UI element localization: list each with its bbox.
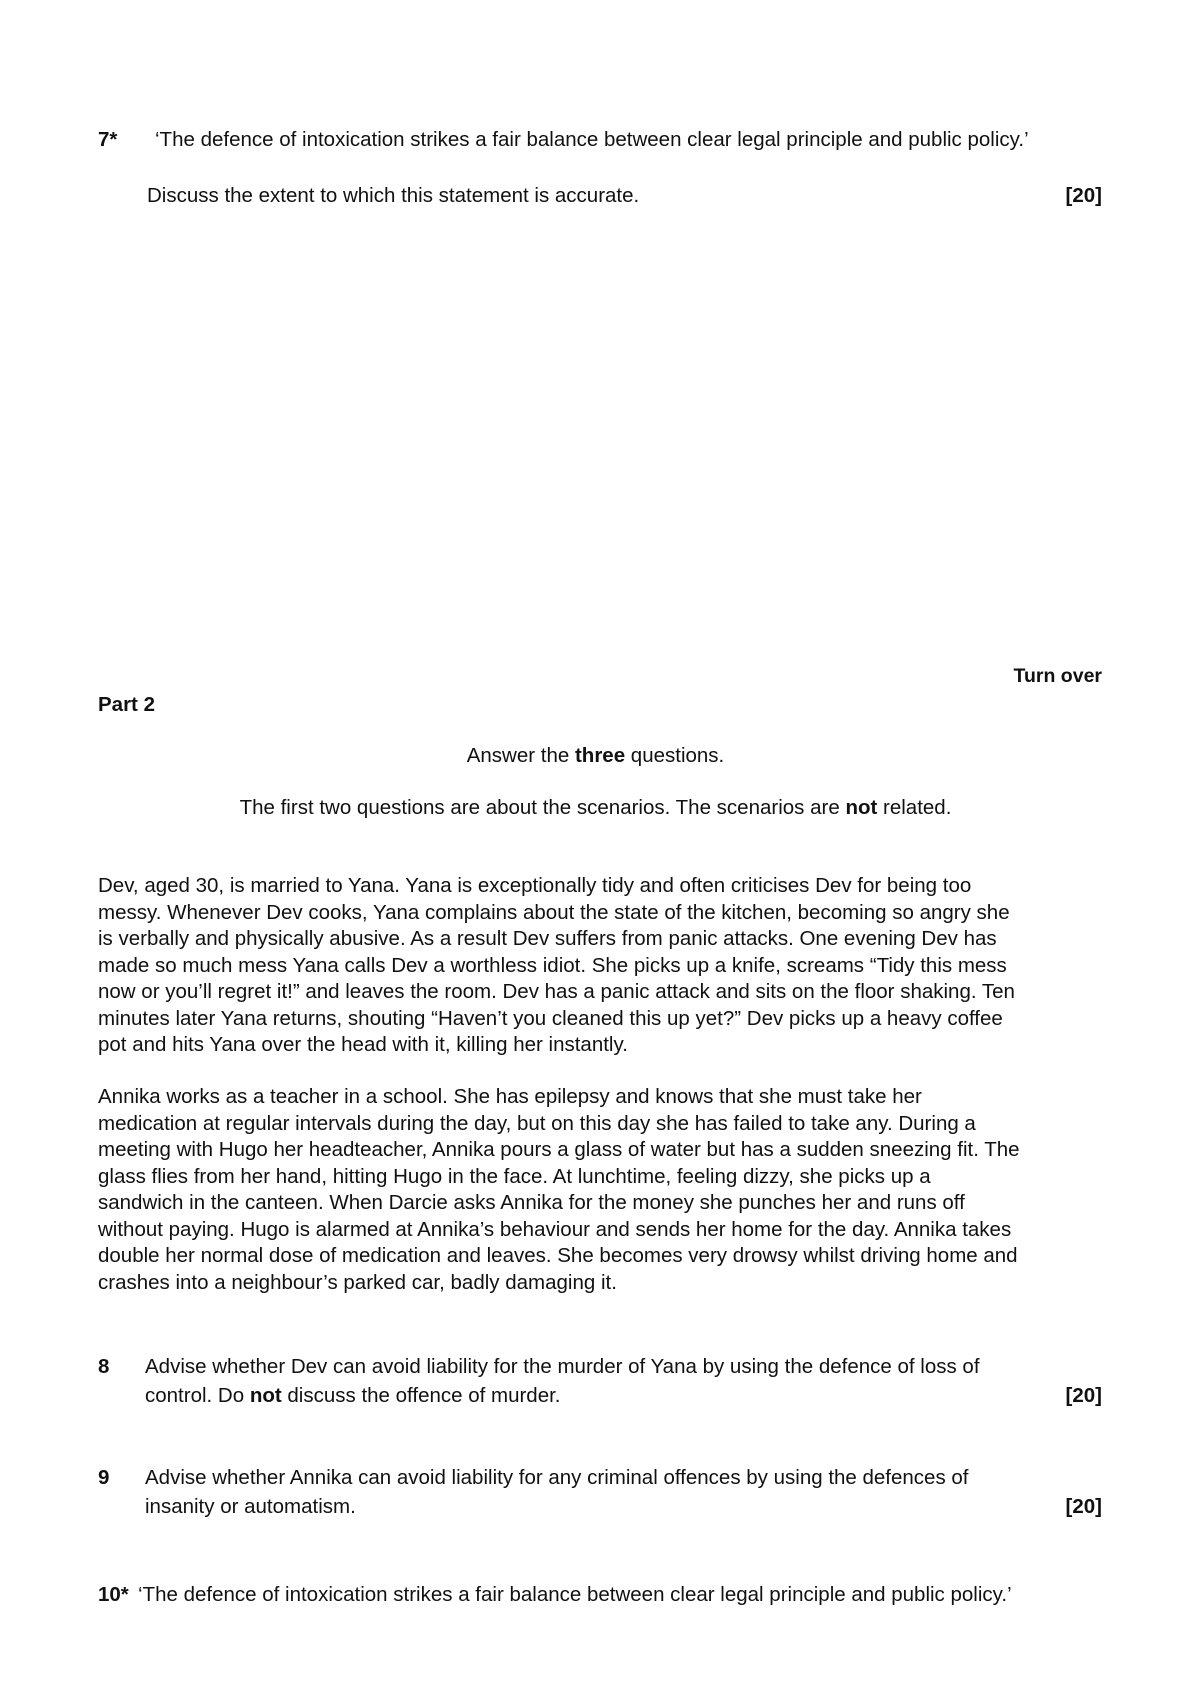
- scenario-dev-line: messy. Whenever Dev cooks, Yana complains about the state of the kitchen, becoming so angry she: [98, 900, 1010, 924]
- scenario-annika-line: medication at regular intervals during the day, but on this day she has failed to take any. During a: [98, 1111, 976, 1135]
- instruction-text-end: questions.: [625, 744, 725, 767]
- part-2-heading: Part 2: [98, 693, 155, 716]
- scenario-dev-line: minutes later Yana returns, shouting “Haven’t you cleaned this up yet?” Dev picks up a heavy coffee: [98, 1006, 1003, 1030]
- scenario-annika-line: Annika works as a teacher in a school. She has epilepsy and knows that she must take her: [98, 1085, 922, 1108]
- scenario-annika-line: meeting with Hugo her headteacher, Annika pours a glass of water but has a sudden sneezing fit. The: [98, 1138, 1020, 1161]
- question-9-line-1: Advise whether Annika can avoid liability for any criminal offences by using the defences of: [145, 1466, 969, 1489]
- scenario-annika-line: glass flies from her hand, hitting Hugo in the face. At lunchtime, feeling dizzy, she picks up a: [98, 1164, 931, 1188]
- scenario-dev-line: made so much mess Yana calls Dev a worthless idiot. She picks up a knife, screams “Tidy this mess: [98, 953, 1007, 977]
- scenario-annika-line: sandwich in the canteen. When Darcie asks Annika for the money she punches her and runs off: [98, 1191, 965, 1214]
- question-9-marks: [20]: [1065, 1495, 1102, 1518]
- question-7-number: 7*: [98, 128, 118, 151]
- question-9-number: 9: [98, 1466, 110, 1489]
- scenario-dev: [98, 873, 1102, 1059]
- scenario-dev-line: now or you’ll regret it!” and leaves the room. Dev has a panic attack and sits on the floor shaking. Ten: [98, 980, 1015, 1003]
- question-8-line-1: Advise whether Dev can avoid liability for the murder of Yana by using the defence of loss of: [145, 1355, 980, 1378]
- scenario-dev-line: is verbally and physically abusive. As a result Dev suffers from panic attacks. One evening Dev has: [98, 927, 997, 950]
- note-emphasis: not: [845, 796, 878, 819]
- question-10-statement: ‘The defence of intoxication strikes a fair balance between clear legal principle and public policy.’: [138, 1583, 1012, 1606]
- question-7-instruction: Discuss the extent to which this statement is accurate.: [147, 184, 640, 207]
- question-10-number: 10*: [98, 1583, 129, 1606]
- scenario-dev-line: Dev, aged 30, is married to Yana. Yana is exceptionally tidy and often criticises Dev for being too: [98, 874, 972, 897]
- note-text-end: related.: [877, 796, 952, 819]
- question-8-line-2: [145, 1384, 561, 1408]
- turn-over-label: Turn over: [1013, 665, 1102, 687]
- question-8-number: 8: [98, 1355, 110, 1378]
- scenario-annika-line: double her normal dose of medication and leaves. She becomes very drowsy whilst driving home and: [98, 1244, 1018, 1267]
- scenario-note: [0, 796, 1191, 820]
- question-9-line-2: insanity or automatism.: [145, 1495, 356, 1518]
- question-8-text-end: discuss the offence of murder.: [281, 1384, 561, 1407]
- question-8-emphasis: not: [249, 1384, 282, 1407]
- question-8-marks: [20]: [1065, 1384, 1102, 1407]
- scenario-annika-line: without paying. Hugo is alarmed at Annika’s behaviour and sends her home for the day. Annika takes: [98, 1217, 1012, 1241]
- note-text: The first two questions are about the scenarios. The scenarios are: [239, 796, 846, 819]
- scenario-annika-line: crashes into a neighbour’s parked car, badly damaging it.: [98, 1270, 617, 1294]
- question-7-statement: ‘The defence of intoxication strikes a fair balance between clear legal principle and public policy.’: [155, 128, 1029, 151]
- instruction-emphasis: three: [574, 744, 626, 767]
- scenario-dev-line: pot and hits Yana over the head with it, killing her instantly.: [98, 1033, 628, 1056]
- scenario-annika: [98, 1084, 1102, 1296]
- question-7-marks: [20]: [1065, 184, 1102, 207]
- question-8-text: control. Do: [145, 1384, 250, 1407]
- part-2-instruction: [0, 744, 1191, 768]
- instruction-text: Answer the: [466, 744, 575, 767]
